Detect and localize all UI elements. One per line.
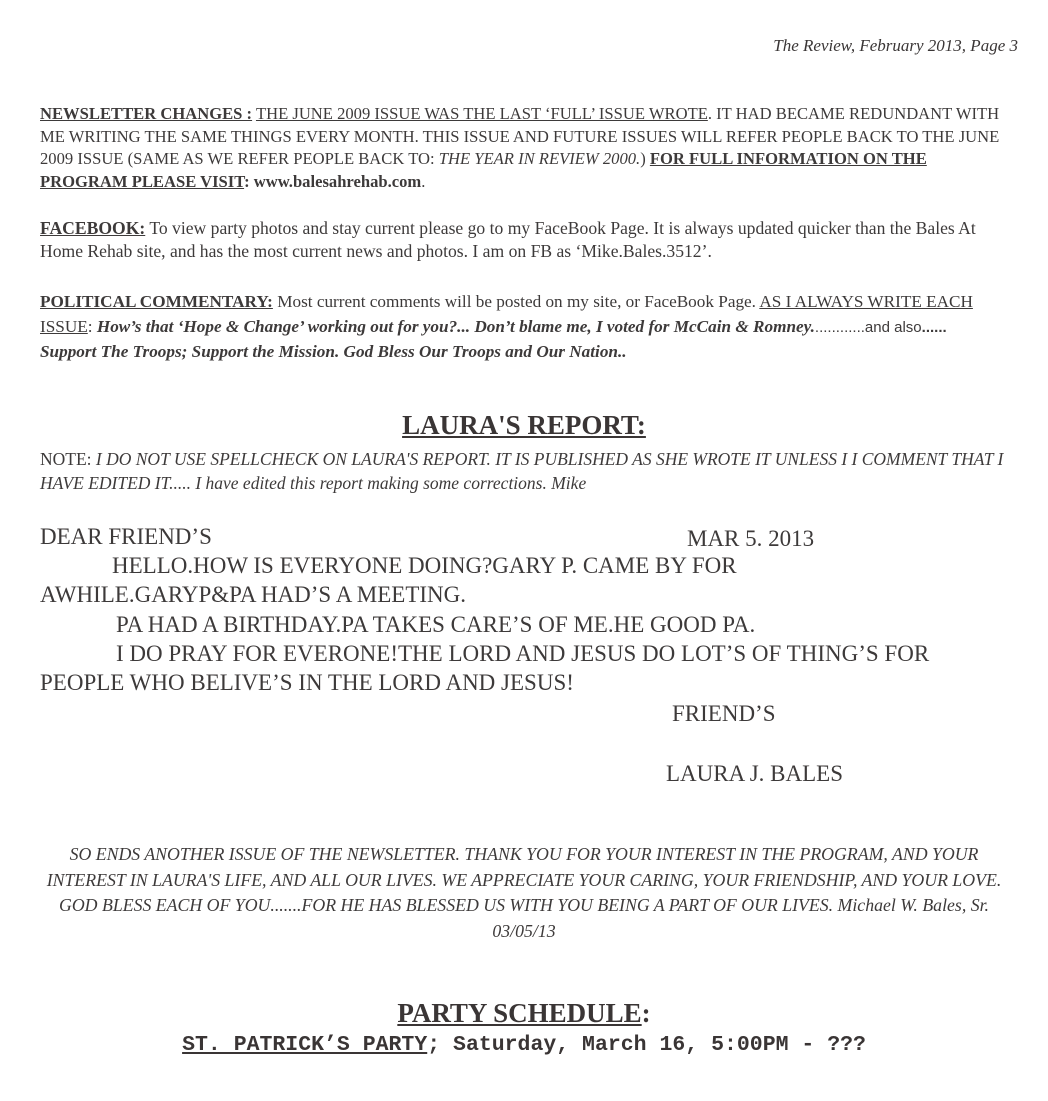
closing-message	[40, 842, 1008, 944]
year-in-review-reference: THE YEAR IN REVIEW 2000.	[438, 149, 641, 168]
letter-signature: LAURA J. BALES	[666, 761, 843, 786]
newsletter-changes-text-2: )	[640, 149, 650, 168]
note-label: NOTE:	[40, 449, 96, 469]
political-commentary-underlined: AS I ALWAYS WRITE EACH ISSUE	[40, 292, 973, 336]
newsletter-changes-text-3: :	[244, 171, 254, 191]
party-schedule-heading	[0, 998, 1048, 1029]
letter-line-3: PA HAD A BIRTHDAY.PA TAKES CARE’S OF ME.HE GOOD PA.	[116, 612, 756, 637]
newsletter-changes-paragraph	[40, 103, 1005, 193]
political-quote-1: How’s that ‘Hope & Change’ working out for you?... Don’t blame me, I voted for McCain & Romney.	[96, 316, 815, 336]
political-commentary-text-2: :	[87, 316, 97, 336]
closing-text: SO ENDS ANOTHER ISSUE OF THE NEWSLETTER. THANK YOU FOR YOUR INTEREST IN THE PROGRAM, AND YOUR INTEREST IN LAURA'S LIFE, AND ALL OUR LIVES. WE APPRECIATE YOUR CARING, YOUR FRIENDSHIP, AND YOUR LOVE. GOD BLESS EACH OF YOU.......FOR HE HAS BLESSED US WITH YOU BEING A PART OF OUR LIVES.	[46, 844, 1002, 915]
political-bold-dots: ......	[921, 318, 947, 336]
newsletter-changes-text-4: .	[421, 171, 426, 191]
party-schedule-heading-colon: :	[641, 998, 651, 1028]
note-text: I DO NOT USE SPELLCHECK ON LAURA'S REPORT. IT IS PUBLISHED AS SHE WROTE IT UNLESS I I COMMENT THAT I HAVE EDITED IT..... I have edited this report making some corrections. Mike	[40, 449, 1004, 493]
facebook-text: To view party photos and stay current please go to my FaceBook Page. It is always updated quicker than the Bales At Home Rehab site, and has the most current news and photos. I am on FB as ‘Mike.Bales.3512’.	[40, 218, 976, 261]
party-schedule-heading-text: PARTY SCHEDULE	[397, 998, 642, 1028]
newsletter-changes-text-1: . IT HAD BECAME REDUNDANT WITH ME WRITING THE SAME THINGS EVERY MONTH. THIS ISSUE AND FUTURE ISSUES WILL REFER PEOPLE BACK TO THE JUNE 2009 ISSUE (SAME AS WE REFER PEOPLE BACK TO:	[40, 104, 1000, 168]
political-dots: ............and also	[814, 318, 922, 336]
newsletter-changes-underlined: THE JUNE 2009 ISSUE WAS THE LAST ‘FULL’ ISSUE WROTE	[255, 104, 708, 123]
letter-date: MAR 5. 2013	[687, 526, 815, 551]
running-header: The Review, February 2013, Page 3	[773, 36, 1018, 55]
laura-report-note	[40, 448, 1020, 495]
letter-signoff: FRIEND’S	[672, 701, 776, 726]
letter-greeting: DEAR FRIEND’S	[40, 524, 212, 549]
letter-line-5: PEOPLE WHO BELIVE’S IN THE LORD AND JESUS!	[40, 670, 574, 695]
political-quote-2: Support The Troops; Support the Mission. God Bless Our Troops and Our Nation..	[40, 342, 627, 361]
party-event-name: ST. PATRICK’S PARTY	[182, 1033, 428, 1057]
political-commentary-text-1: Most current comments will be posted on my site, or FaceBook Page.	[272, 292, 760, 311]
closing-signature: Michael W. Bales, Sr. 03/05/13	[492, 895, 989, 941]
political-commentary-paragraph	[40, 290, 1005, 365]
newsletter-changes-label: NEWSLETTER CHANGES :	[40, 104, 253, 123]
letter-line-1: HELLO.HOW IS EVERYONE DOING?GARY P. CAME BY FOR	[112, 553, 737, 578]
party-schedule-event	[0, 1033, 1048, 1057]
facebook-label: FACEBOOK:	[40, 218, 146, 238]
letter-line-2: AWHILE.GARYP&PA HAD’S A MEETING.	[40, 582, 467, 607]
party-event-details: ; Saturday, March 16, 5:00PM - ???	[427, 1033, 866, 1057]
facebook-paragraph	[40, 217, 1005, 263]
website-url: www.balesahrehab.com	[253, 171, 422, 191]
political-commentary-label: POLITICAL COMMENTARY:	[40, 292, 273, 311]
full-information-label: FOR FULL INFORMATION ON THE PROGRAM PLEASE VISIT	[40, 149, 927, 191]
laura-report-heading: LAURA'S REPORT:	[402, 410, 646, 440]
letter-line-4: I DO PRAY FOR EVERONE!THE LORD AND JESUS DO LOT’S OF THING’S FOR	[116, 641, 930, 666]
